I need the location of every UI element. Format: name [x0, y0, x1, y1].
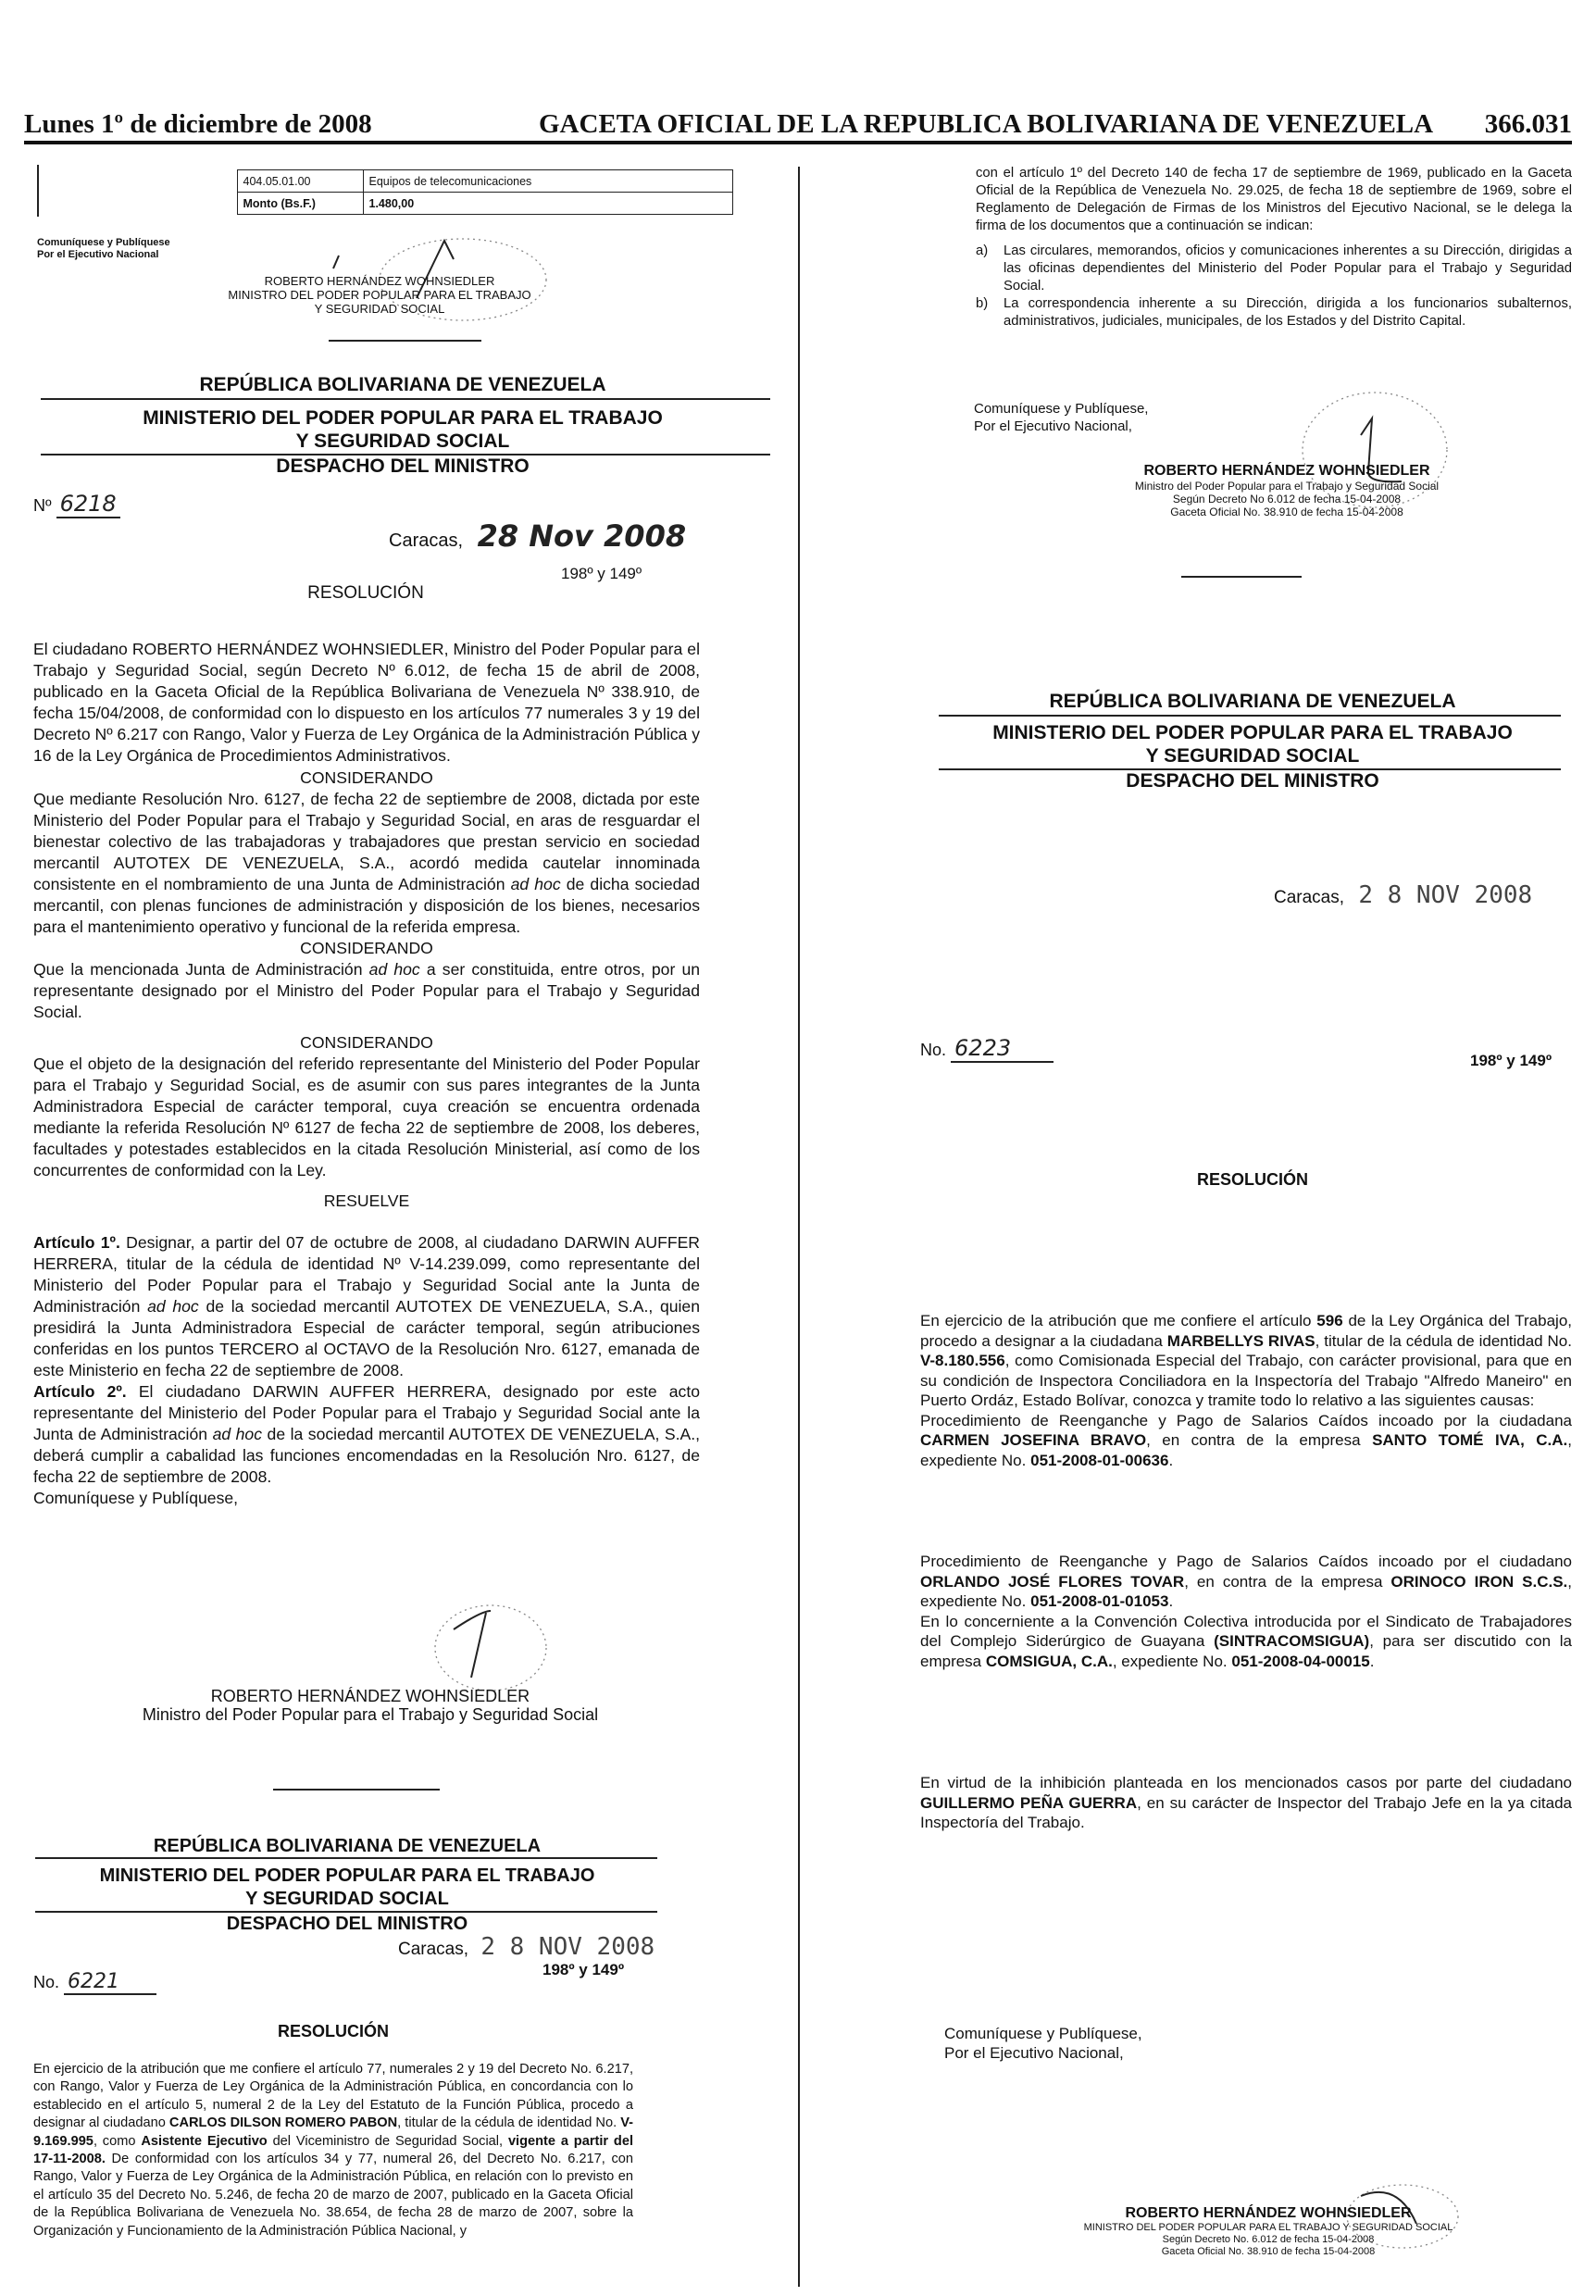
- section-divider: [1181, 576, 1302, 578]
- header-date: Lunes 1º de diciembre de 2008: [24, 109, 372, 139]
- section-divider: [273, 1789, 440, 1791]
- place-label: Caracas,: [398, 1940, 469, 1959]
- designation-paragraph: En ejercicio de la atribución que me confiere el artículo 596 de la Ley Orgánica del Trabajo, procedo a designar a la ciudadana MARBELLYS RIVAS, titular de la cédula de identidad No. V-8.180.556, como Comisionada Especial del Trabajo, con carácter provisional, para que en su condición de Inspectora Conciliadora en la Inspectoría del Trabajo "Alfredo Maneiro" en Puerto Ordáz, Estado Bolívar, conozca y tramite todo lo relativo a las siguientes causas:: [920, 1312, 1573, 1409]
- list-item: a) Las circulares, memorandos, oficios y comunicaciones inherentes a su Dirección, dirigidas a las oficinas dependientes del Ministerio del Poder Popular para el Trabajo y Seguridad Social.: [976, 243, 1572, 293]
- number-label: No.: [33, 1973, 60, 1991]
- heading-republic: REPÚBLICA BOLIVARIANA DE VENEZUELA: [1049, 691, 1456, 712]
- article-2: Artículo 2º. El ciudadano DARWIN AUFFER HERRERA, designado por este acto representante del Ministerio del Poder Popular para el Trabajo y Seguridad Social ante la Junta de Administración ad hoc de la sociedad mercantil AUTOTEX DE VENEZUELA, S.A., deberá cumplir a cabalidad las funciones encomendadas en la Resolución Nro. 6127, de fecha 22 de septiembre de 2008.: [33, 1382, 701, 1486]
- intro-paragraph: El ciudadano ROBERTO HERNÁNDEZ WOHNSIEDLER, Ministro del Poder Popular para el Trabajo y Seguridad Social, según Decreto Nº 6.012, de fecha 15 de abril de 2008, publicado en la Gaceta Oficial de la República Bolivariana de Venezuela Nº 338.910, de fecha 15/04/2008, de conformidad con lo dispuesto en los artículos 77 numerales 3 y 19 del Decreto Nº 6.217 con Rango, Valor y Fuerza de Ley Orgánica de la Administración Pública y 16 de la Ley Orgánica de Procedimientos Administrativos.: [33, 640, 701, 765]
- executive-line: Por el Ejecutivo Nacional,: [944, 2044, 1124, 2062]
- header-title: GACETA OFICIAL DE LA REPUBLICA BOLIVARIANA DE VENEZUELA: [539, 109, 1434, 139]
- budget-desc: Equipos de telecomunicaciones: [363, 170, 733, 193]
- years-label: 198º y 149º: [1470, 1052, 1552, 1069]
- gazette-line: Gaceta Oficial No. 38.910 de fecha 15-04-2008: [1170, 505, 1403, 518]
- signatory-name: ROBERTO HERNÁNDEZ WOHNSIEDLER: [210, 1687, 530, 1705]
- years-label: 198º y 149º: [542, 1961, 625, 1978]
- heading-ministry-2: Y SEGURIDAD SOCIAL: [295, 430, 510, 452]
- heading-ministry: MINISTERIO DEL PODER POPULAR PARA EL TRABAJO: [992, 722, 1513, 743]
- signatory-title: MINISTRO DEL PODER POPULAR PARA EL TRABAJO: [228, 288, 531, 302]
- signature-block: [981, 2205, 1555, 2258]
- budget-code: 404.05.01.00: [237, 170, 363, 193]
- resolution-heading: [37, 374, 768, 397]
- heading-ministry-2: Y SEGURIDAD SOCIAL: [245, 1889, 449, 1909]
- ministry-heading: [37, 407, 768, 454]
- signatory-title: Y SEGURIDAD SOCIAL: [314, 302, 445, 316]
- publish-line: Comuníquese y Publíquese,: [974, 401, 1149, 417]
- section-divider: [329, 340, 481, 342]
- heading-ministry: MINISTERIO DEL PODER POPULAR PARA EL TRABAJO: [143, 407, 663, 429]
- resolution-date: [1274, 881, 1532, 909]
- publish-line: Comuníquese y Publíquese,: [944, 2025, 1142, 2042]
- table-row: [37, 170, 733, 193]
- decree-line: Según Decreto No 6.012 de fecha 15-04-2008: [1172, 493, 1402, 505]
- considering-3: Que el objeto de la designación del referido representante del Ministerio del Poder Popular para el Trabajo y Seguridad Social, es de asumir con sus pares integrantes de la Junta Administradora Especial de carácter temporal, cuya creación se encuentra ordenada mediante la referida Resolución Nº 6127 de fecha 22 de septiembre de 2008, los deberes, facultades y potestades establecidos en la citada Resolución Ministerial, así como de los concurrentes de conformidad con la Ley.: [33, 1054, 700, 1179]
- signatory-name: ROBERTO HERNÁNDEZ WOHNSIEDLER: [1125, 2205, 1412, 2221]
- heading-office: DESPACHO DEL MINISTRO: [1126, 770, 1379, 792]
- date-stamp: 2 8 NOV 2008: [480, 1933, 655, 1961]
- office-heading: [37, 455, 768, 479]
- decree-line: Según Decreto No. 6.012 de fecha 15-04-2008: [1162, 2234, 1375, 2245]
- top-publish-note: [37, 237, 170, 261]
- gazette-header: [24, 109, 1572, 141]
- heading-rule: [41, 398, 770, 400]
- table-left-border: [37, 165, 39, 217]
- heading-rule: [939, 715, 1561, 717]
- publish-block: [974, 400, 1148, 435]
- resolution-body: En ejercicio de la atribución que me confiere el artículo 77, numerales 2 y 19 del Decreto No. 6.217, con Rango, Valor y Fuerza de Ley Orgánica de la Administración Pública, en concordancia con lo establecido en el artículo 5, numeral 2 de la Ley del Estatuto de la Función Pública, procedo a designar al ciudadano CARLOS DILSON ROMERO PABON, titular de la cédula de identidad No. V-9.169.995, como Asistente Ejecutivo del Viceministro de Seguridad Social, vigente a partir del 17-11-2008. De conformidad con los artículos 34 y 77, numeral 26, del Decreto No. 6.217, con Rango, Valor y Fuerza de Ley Orgánica de la Administración Pública, en relación con lo previsto en el artículo 35 del Decreto No. 5.246, de fecha 20 de marzo de 2007, publicado en la Gaceta Oficial de la República Bolivariana de Venezuela No. 38.654, de fecha 28 de marzo de 2007, sobre la Organización y Funcionamiento de la Administración Pública Nacional, y: [33, 2062, 634, 2239]
- handwritten-number: 6223: [951, 1035, 1054, 1063]
- budget-desc: 1.480,00: [363, 193, 733, 215]
- heading-ministry-2: Y SEGURIDAD SOCIAL: [1145, 745, 1360, 767]
- place-label: Caracas,: [389, 530, 464, 551]
- resolution-body: [920, 1311, 1572, 1833]
- heading-office: DESPACHO DEL MINISTRO: [226, 1914, 468, 1934]
- resolves-heading: RESUELVE: [323, 1192, 410, 1210]
- resolution-number: [920, 1035, 1054, 1063]
- signature-block: [93, 1687, 648, 1724]
- column-divider: [798, 167, 800, 2287]
- considering-1: Que mediante Resolución Nro. 6127, de fecha 22 de septiembre de 2008, dictada por este Ministerio del Poder Popular para el Trabajo y Seguridad Social, en aras de resguardar el bienestar colectivo de las trabajadoras y trabajadores que prestan servicio en sociedad mercantil AUTOTEX DE VENEZUELA, S.A., acordó medida cautelar innominada consistente en el nombramiento de una Junta de Administración ad hoc de dicha sociedad mercantil, con plenas funciones de administración y disposición de los bienes, necesarios para el mantenimiento operativo y funcional de la referida empresa.: [33, 790, 701, 936]
- heading-ministry: MINISTERIO DEL PODER POPULAR PARA EL TRABAJO: [99, 1866, 595, 1886]
- gazette-line: Gaceta Oficial No. 38.910 de fecha 15-04-2008: [1161, 2246, 1376, 2257]
- article-1: Artículo 1º. Designar, a partir del 07 de octubre de 2008, al ciudadano DARWIN AUFFER HERRERA, titular de la cédula de identidad Nº V-14.239.099, como representante del Ministerio del Poder Popular para el Trabajo y Seguridad Social ante la Junta de Administración ad hoc de la sociedad mercantil AUTOTEX DE VENEZUELA, S.A., quien presidirá la Junta Administradora Especial de carácter temporal, según atribuciones conferidas en los puntos TERCERO al OCTAVO de la Resolución Nro. 6127, emanada de este Ministerio en fecha 22 de septiembre de 2008.: [33, 1233, 701, 1379]
- signatory-title: MINISTRO DEL PODER POPULAR PARA EL TRABAJO Y SEGURIDAD SOCIAL: [1083, 2222, 1453, 2233]
- office-heading: [942, 770, 1563, 793]
- resolution-title: RESOLUCIÓN: [277, 2022, 389, 2040]
- publish-line: Comuníquese y Publíquese: [37, 237, 170, 248]
- resolution-date: [398, 1933, 655, 1961]
- resolution-date: [389, 518, 686, 554]
- date-stamp: 2 8 NOV 2008: [1358, 881, 1533, 909]
- resolution-heading: [37, 1835, 657, 1858]
- list-item: b) La correspondencia inherente a su Dirección, dirigida a los funcionarios subalternos, administrativos, judiciales, municipales, de los Estados y del Distrito Capital.: [976, 296, 1572, 329]
- heading-republic: REPÚBLICA BOLIVARIANA DE VENEZUELA: [199, 374, 606, 395]
- resolution-title: RESOLUCIÓN: [1196, 1170, 1308, 1189]
- publish-line: Comuníquese y Publíquese,: [33, 1489, 239, 1507]
- considering-2: Que la mencionada Junta de Administración ad hoc a ser constituida, entre otros, por un representante designado por el Ministro del Poder Popular para el Trabajo y Seguridad Social.: [33, 960, 701, 1021]
- continuation-paragraph: con el artículo 1º del Decreto 140 de fecha 17 de septiembre de 1969, publicado en la Gaceta Oficial de la República de Venezuela No. 29.025, de fecha 18 de septiembre de 1969, sobre el Reglamento de Delegación de Firmas de los Ministros del Ejecutivo Nacional, se le delega la firma de los documentos que a continuación se indican:: [976, 166, 1572, 233]
- case-2: Procedimiento de Reenganche y Pago de Salarios Caídos incoado por el ciudadano ORLANDO JOSÉ FLORES TOVAR, en contra de la empresa ORINOCO IRON S.C.S., expediente No. 051-2008-01-01053.: [920, 1553, 1573, 1610]
- top-signature: [194, 274, 565, 316]
- case-3: En lo concerniente a la Convención Colectiva introducida por el Sindicato de Trabajadores del Complejo Siderúrgico de Guayana (SINTRACOMSIGUA), para ser discutido con la empresa COMSIGUA, C.A., expediente No. 051-2008-04-00015.: [920, 1612, 1572, 1670]
- budget-code: Monto (Bs.F.): [237, 193, 363, 215]
- number-label: Nº: [33, 496, 52, 515]
- ministry-heading: [37, 1865, 657, 1911]
- signature-block: [1055, 463, 1518, 518]
- resolution-heading: [942, 691, 1563, 714]
- executive-line: Por el Ejecutivo Nacional,: [974, 418, 1132, 434]
- signatory-name: ROBERTO HERNÁNDEZ WOHNSIEDLER: [1143, 463, 1430, 479]
- executive-line: Por el Ejecutivo Nacional: [37, 249, 159, 260]
- case-1: Procedimiento de Reenganche y Pago de Salarios Caídos incoado por la ciudadana CARMEN JOSEFINA BRAVO, en contra de la empresa SANTO TOMÉ IVA, C.A., expediente No. 051-2008-01-00636.: [920, 1411, 1572, 1469]
- considering-heading: CONSIDERANDO: [300, 939, 433, 957]
- signatory-title: Ministro del Poder Popular para el Trabajo y Seguridad Social: [142, 1705, 599, 1724]
- header-rule: [24, 141, 1572, 144]
- years-label: 198º y 149º: [561, 565, 642, 582]
- budget-table: [37, 169, 733, 215]
- heading-office: DESPACHO DEL MINISTRO: [276, 455, 530, 477]
- handwritten-number: 6218: [56, 491, 120, 518]
- inhibition-paragraph: En virtud de la inhibición planteada en los mencionados casos por parte del ciudadano GUILLERMO PEÑA GUERRA, en su carácter de Inspector del Trabajo Jefe en la ya citada Inspectoría del Trabajo.: [920, 1774, 1572, 1831]
- continuation-text: [976, 165, 1572, 331]
- place-label: Caracas,: [1274, 888, 1345, 907]
- table-row: [37, 193, 733, 215]
- ministry-heading: [942, 722, 1563, 768]
- publish-block: [944, 2024, 1142, 2063]
- resolution-title: RESOLUCIÓN: [307, 583, 424, 603]
- heading-republic: REPÚBLICA BOLIVARIANA DE VENEZUELA: [153, 1836, 542, 1856]
- considering-heading: CONSIDERANDO: [300, 768, 433, 787]
- signatory-name: ROBERTO HERNÁNDEZ WOHNSIEDLER: [264, 274, 495, 288]
- header-page-number: 366.031: [1484, 109, 1572, 139]
- signatory-title: Ministro del Poder Popular para el Trabajo y Seguridad Social: [1134, 480, 1440, 493]
- resolution-number: [33, 1970, 156, 1995]
- considering-heading: CONSIDERANDO: [300, 1033, 433, 1052]
- handwritten-number: 6221: [64, 1970, 156, 1995]
- number-label: No.: [920, 1041, 947, 1059]
- handwritten-date: 28 Nov 2008: [477, 518, 687, 554]
- heading-rule: [35, 1857, 657, 1859]
- resolution-body: [33, 639, 700, 1509]
- resolution-number: [33, 491, 120, 518]
